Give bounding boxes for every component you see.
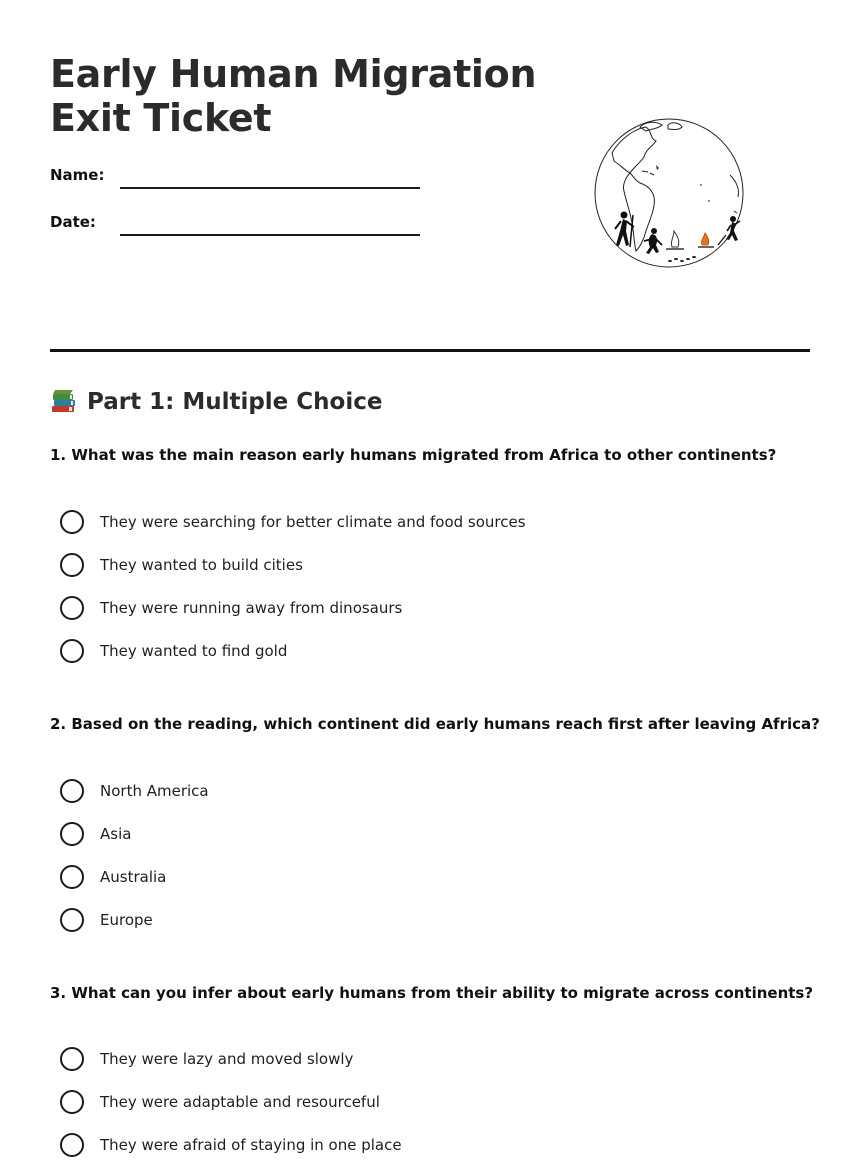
page-title xyxy=(50,52,536,140)
option-label: They were searching for better climate and food sources xyxy=(100,513,526,531)
option-label: They wanted to find gold xyxy=(100,642,288,660)
books-icon xyxy=(50,388,77,415)
option-label: North America xyxy=(100,782,209,800)
name-label: Name: xyxy=(50,166,105,184)
option-label: Australia xyxy=(100,868,167,886)
q2-option-3[interactable] xyxy=(60,864,166,890)
radio-button[interactable] xyxy=(60,822,84,846)
section-title: Part 1: Multiple Choice xyxy=(87,388,383,415)
q2-option-1[interactable] xyxy=(60,778,209,804)
q2-option-4[interactable] xyxy=(60,907,153,933)
q1-option-3[interactable] xyxy=(60,595,402,621)
option-label: They wanted to build cities xyxy=(100,556,303,574)
question-3: 3. What can you infer about early humans from their ability to migrate across continents? xyxy=(50,984,814,1002)
radio-button[interactable] xyxy=(60,510,84,534)
q3-option-1[interactable] xyxy=(60,1046,353,1072)
question-2: 2. Based on the reading, which continent did early humans reach first after leaving Africa? xyxy=(50,715,820,733)
q1-option-4[interactable] xyxy=(60,638,287,664)
date-field-line[interactable] xyxy=(120,234,420,236)
radio-button[interactable] xyxy=(60,908,84,932)
option-label: They were afraid of staying in one place xyxy=(100,1136,402,1154)
option-label: They were lazy and moved slowly xyxy=(100,1050,354,1068)
globe-with-early-humans-icon xyxy=(590,115,748,271)
option-label: They were running away from dinosaurs xyxy=(100,599,403,617)
question-1: 1. What was the main reason early humans migrated from Africa to other continents? xyxy=(50,446,777,464)
title-line-1: Early Human Migration xyxy=(50,52,537,96)
title-line-2: Exit Ticket xyxy=(50,96,272,140)
q3-option-2[interactable] xyxy=(60,1089,380,1115)
radio-button[interactable] xyxy=(60,865,84,889)
q3-option-3[interactable] xyxy=(60,1132,402,1158)
option-label: Europe xyxy=(100,911,153,929)
radio-button[interactable] xyxy=(60,639,84,663)
radio-button[interactable] xyxy=(60,779,84,803)
q1-option-1[interactable] xyxy=(60,509,526,535)
q2-option-2[interactable] xyxy=(60,821,131,847)
section-heading xyxy=(50,388,382,415)
radio-button[interactable] xyxy=(60,1090,84,1114)
name-field-line[interactable] xyxy=(120,187,420,189)
option-label: They were adaptable and resourceful xyxy=(100,1093,380,1111)
date-label: Date: xyxy=(50,213,96,231)
q1-option-2[interactable] xyxy=(60,552,303,578)
section-divider xyxy=(50,349,810,352)
option-label: Asia xyxy=(100,825,132,843)
radio-button[interactable] xyxy=(60,553,84,577)
radio-button[interactable] xyxy=(60,1047,84,1071)
radio-button[interactable] xyxy=(60,1133,84,1157)
radio-button[interactable] xyxy=(60,596,84,620)
